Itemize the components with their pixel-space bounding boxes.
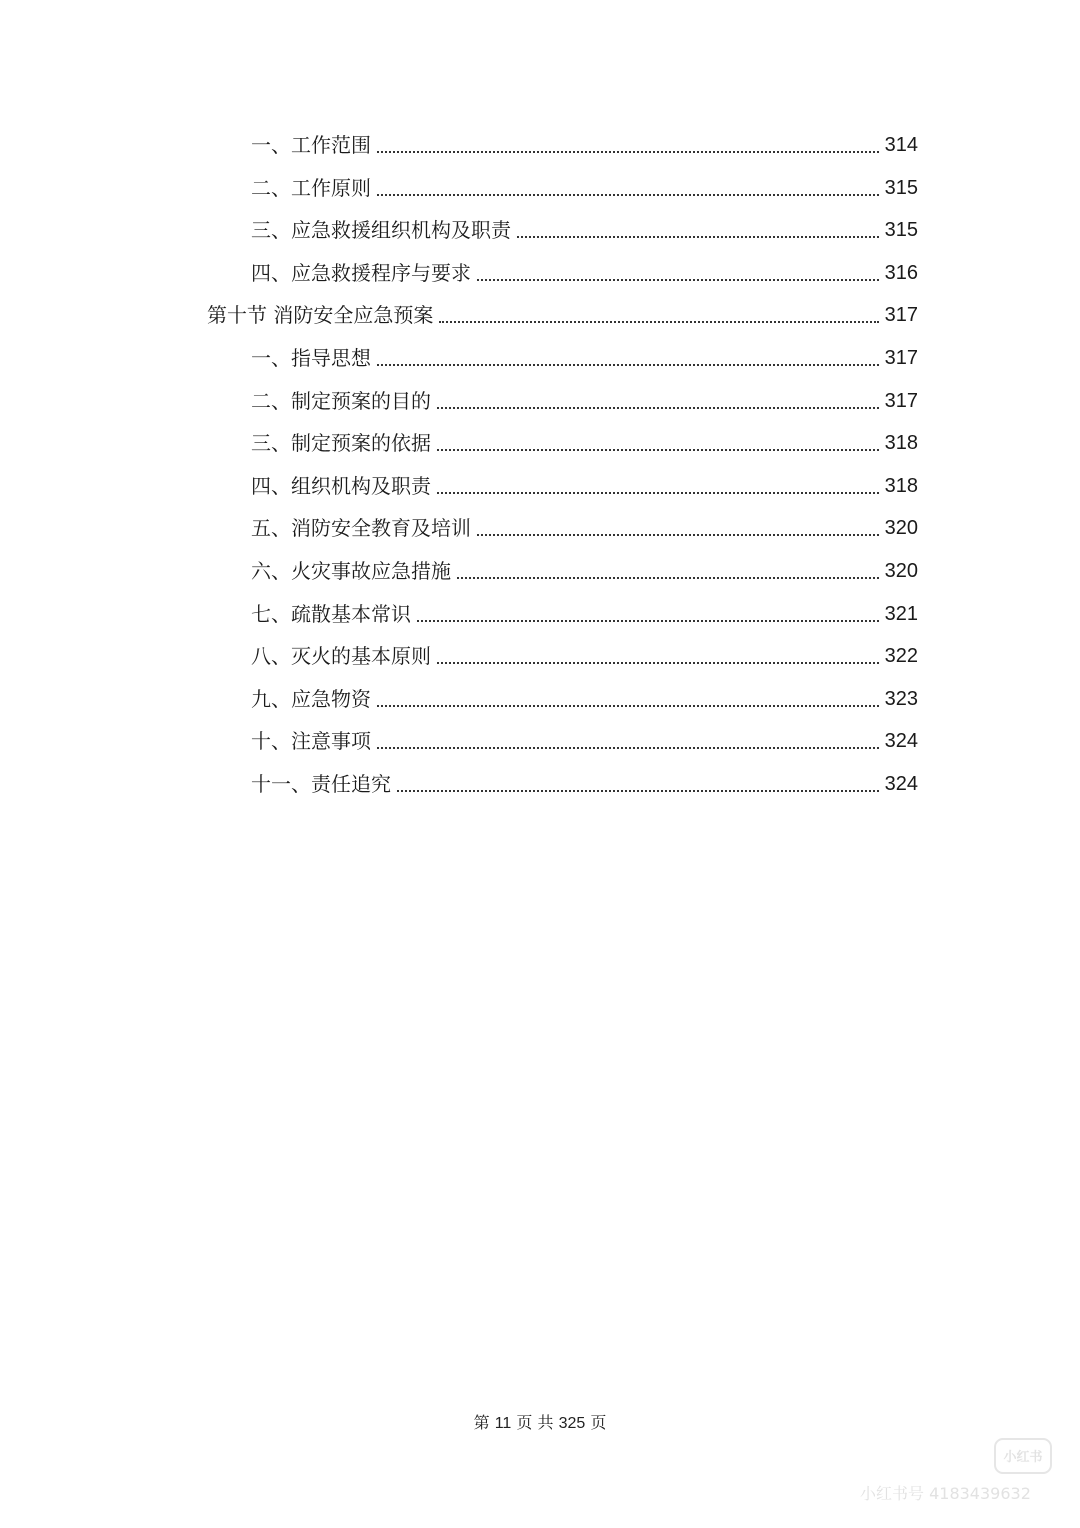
toc-entry-label: 六、火灾事故应急措施 [251, 559, 451, 583]
footer-total-pages: 325 [558, 1415, 586, 1432]
toc-leader-dots [457, 577, 879, 579]
toc-entry[interactable] [251, 428, 918, 458]
toc-entry-page: 317 [884, 304, 918, 326]
toc-section-entry[interactable] [207, 300, 918, 330]
toc-entry-page: 314 [884, 134, 918, 156]
toc-entry-label: 八、灭火的基本原则 [251, 644, 431, 668]
toc-leader-dots [517, 236, 879, 238]
toc-entry-label: 三、应急救援组织机构及职责 [251, 218, 511, 242]
toc-entry-page: 318 [884, 475, 918, 497]
toc-entry-page: 324 [884, 773, 918, 795]
toc-leader-dots [397, 790, 879, 792]
toc-entry-page: 315 [884, 177, 918, 199]
toc-entry[interactable] [251, 130, 918, 160]
footer-prefix: 第 [473, 1413, 490, 1432]
toc-entry-page: 317 [884, 347, 918, 369]
toc-entry-label: 十一、责任追究 [251, 772, 391, 796]
toc-entry-label: 七、疏散基本常识 [251, 602, 411, 626]
toc-entry-label: 二、制定预案的目的 [251, 389, 431, 413]
toc-leader-dots [417, 620, 879, 622]
toc-entry-label: 一、指导思想 [251, 346, 371, 370]
toc-entry-label: 一、工作范围 [251, 133, 371, 157]
watermark-logo: 小红书 [994, 1438, 1052, 1474]
toc-entry-page: 320 [884, 560, 918, 582]
watermark-id: 小红书号 4183439632 [860, 1484, 1031, 1503]
toc-leader-dots [477, 279, 879, 281]
toc-entry[interactable] [251, 471, 918, 501]
toc-entry-label: 九、应急物资 [251, 687, 371, 711]
toc-leader-dots [377, 194, 879, 196]
footer-suffix: 页 [590, 1413, 607, 1432]
footer-current-page: 11 [494, 1415, 512, 1432]
toc-entry[interactable] [251, 215, 918, 245]
toc-entry-page: 323 [884, 688, 918, 710]
toc-entry-page: 321 [884, 603, 918, 625]
toc-leader-dots [439, 321, 878, 323]
toc-entry[interactable] [251, 173, 918, 203]
toc-leader-dots [377, 705, 879, 707]
toc-entry[interactable] [251, 769, 918, 799]
toc-entry-label: 三、制定预案的依据 [251, 431, 431, 455]
toc-entry[interactable] [251, 513, 918, 543]
toc-entry-label: 四、组织机构及职责 [251, 474, 431, 498]
toc-entry-page: 320 [884, 517, 918, 539]
toc-entry-page: 315 [884, 219, 918, 241]
toc-entry-page: 322 [884, 645, 918, 667]
toc-leader-dots [437, 492, 879, 494]
toc-leader-dots [437, 449, 879, 451]
toc-leader-dots [377, 747, 879, 749]
toc-entry-label: 五、消防安全教育及培训 [251, 516, 471, 540]
toc-leader-dots [477, 534, 879, 536]
toc-entry-label: 第十节 消防安全应急预案 [207, 303, 434, 327]
toc-leader-dots [437, 407, 879, 409]
toc-leader-dots [377, 151, 879, 153]
toc-leader-dots [377, 364, 879, 366]
page-footer [0, 1410, 1080, 1437]
toc-entry[interactable] [251, 641, 918, 671]
toc-entry[interactable] [251, 684, 918, 714]
toc-entry[interactable] [251, 386, 918, 416]
toc-leader-dots [437, 662, 879, 664]
toc-entry[interactable] [251, 599, 918, 629]
toc-entry[interactable] [251, 258, 918, 288]
toc-entry[interactable] [251, 726, 918, 756]
toc-entry-label: 四、应急救援程序与要求 [251, 261, 471, 285]
toc-entry-label: 二、工作原则 [251, 176, 371, 200]
footer-middle: 页 共 [516, 1413, 554, 1432]
toc-entry-page: 318 [884, 432, 918, 454]
toc-entry-page: 316 [884, 262, 918, 284]
toc-entry-page: 324 [884, 730, 918, 752]
toc-entry-page: 317 [884, 390, 918, 412]
toc-entry-label: 十、注意事项 [251, 729, 371, 753]
toc-entry[interactable] [251, 556, 918, 586]
toc-entry[interactable] [251, 343, 918, 373]
